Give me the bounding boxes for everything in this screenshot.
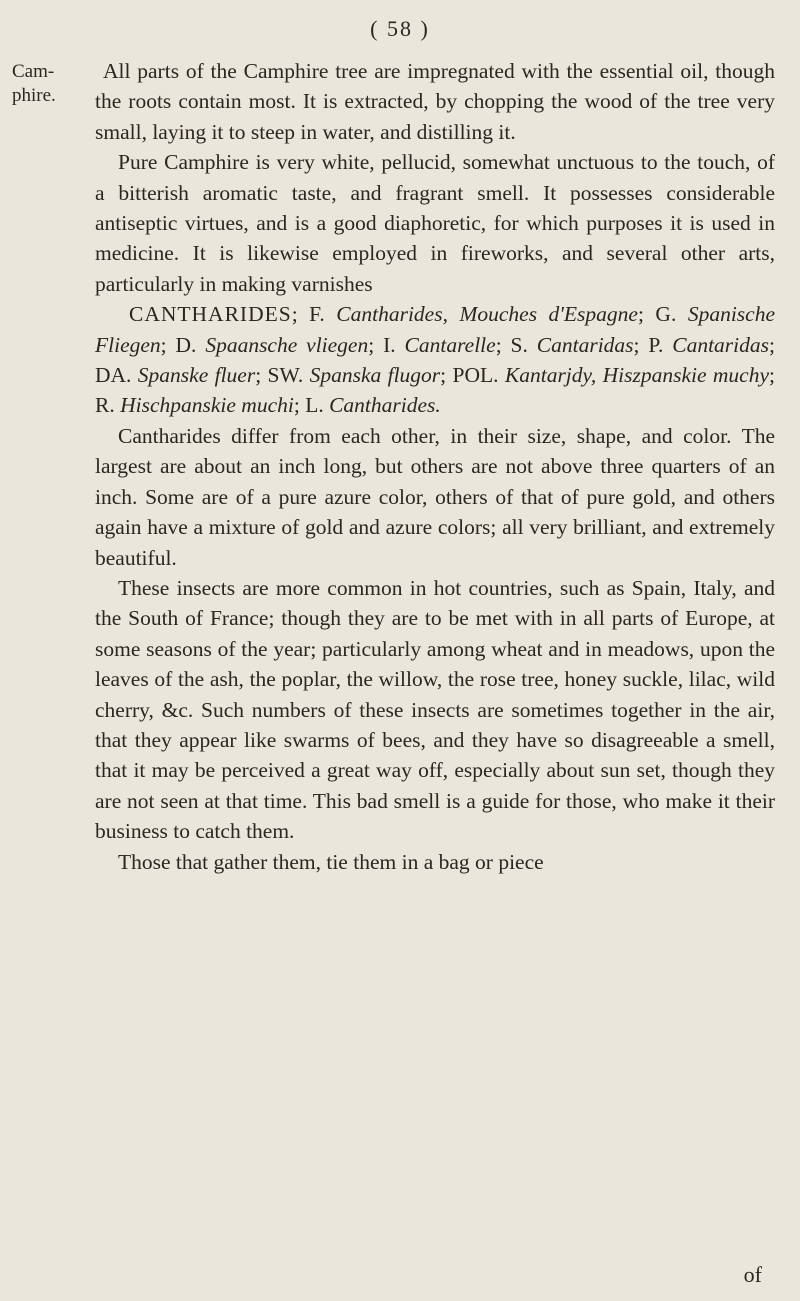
catchword: of — [743, 1262, 762, 1287]
cantharides-paragraph-1: Cantharides differ from each other, in their size, shape, and color. The largest are about an inch long, but others are not above three quarters of an inch. Some are of a pure azure color, others of that of pure gold, and others again have a mixture of gold and azure colors; all very brilliant, and extremely beautiful. — [95, 423, 775, 570]
margin-note-line-1: Cam- — [12, 61, 55, 82]
cantharides-paragraph-2: These insects are more common in hot countries, such as Spain, Italy, and the South of France; though they are to be met with in all parts of Europe, at some seasons of the year; particularly among wheat and in meadows, upon the leaves of the ash, the poplar, the willow, the rose tree, honey suckle, lilac, wild cherry, &c. Such numbers of these insects are sometimes together in the air, that they appear like swarms of bees, and they have so disagreeable a smell, that it may be perceived a great way off, especially about sun set, though they are not seen at that time. This bad smell is a guide for those, who make it their business to catch them. — [95, 575, 775, 844]
cantharides-names-entry: CANTHARIDES; F. Cantharides, Mouches d'Espagne; G. Spanische Fliegen; D. Spaansche vliegen; I. Cantarelle; S. Cantaridas; P. Cantaridas; DA. Spanske fluer; SW. Spanska flugor; POL. Kantarjdy, Hiszpanskie muchy; R. Hischpanskie muchi; L. Cantharides. — [95, 302, 775, 418]
german-name: Spanische Fliegen — [95, 302, 775, 357]
french-name: Cantharides, Mouches d'Espagne — [336, 302, 638, 327]
spanish-name: Cantaridas — [536, 332, 634, 357]
dutch-name: Spaansche vliegen — [205, 332, 369, 357]
polish-name: Kantarjdy, Hiszpanskie muchy — [504, 363, 770, 388]
entry-heading: CANTHARIDES — [129, 302, 292, 327]
camphire-paragraph-2: Pure Camphire is very white, pellucid, somewhat unctuous to the touch, of a bitterish aromatic taste, and fragrant smell. It possesses considerable antiseptic virtues, and is a good diaphoretic, for which purposes it is used in medicine. It is likewise employed in fireworks, and several other arts, particularly in making varnishes — [95, 150, 775, 296]
latin-name: Cantharides. — [329, 393, 441, 418]
cantharides-paragraph-3: Those that gather them, tie them in a bag or piece — [118, 849, 544, 874]
body-text — [95, 56, 775, 877]
danish-name: Spanske fluer — [137, 363, 256, 388]
margin-note — [12, 60, 74, 108]
russian-name: Hischpanskie muchi — [120, 393, 294, 418]
italian-name: Cantarelle — [404, 332, 496, 357]
page-number: ( 58 ) — [370, 16, 430, 41]
camphire-paragraph-1: All parts of the Camphire tree are impregnated with the essential oil, though the roots contain most. It is extracted, by chopping the wood of the tree very small, laying it to steep in water, and distilling it. — [95, 59, 775, 144]
margin-note-line-2: phire. — [12, 85, 56, 106]
swedish-name: Spanska flugor — [309, 363, 441, 388]
portuguese-name: Cantaridas — [672, 332, 770, 357]
